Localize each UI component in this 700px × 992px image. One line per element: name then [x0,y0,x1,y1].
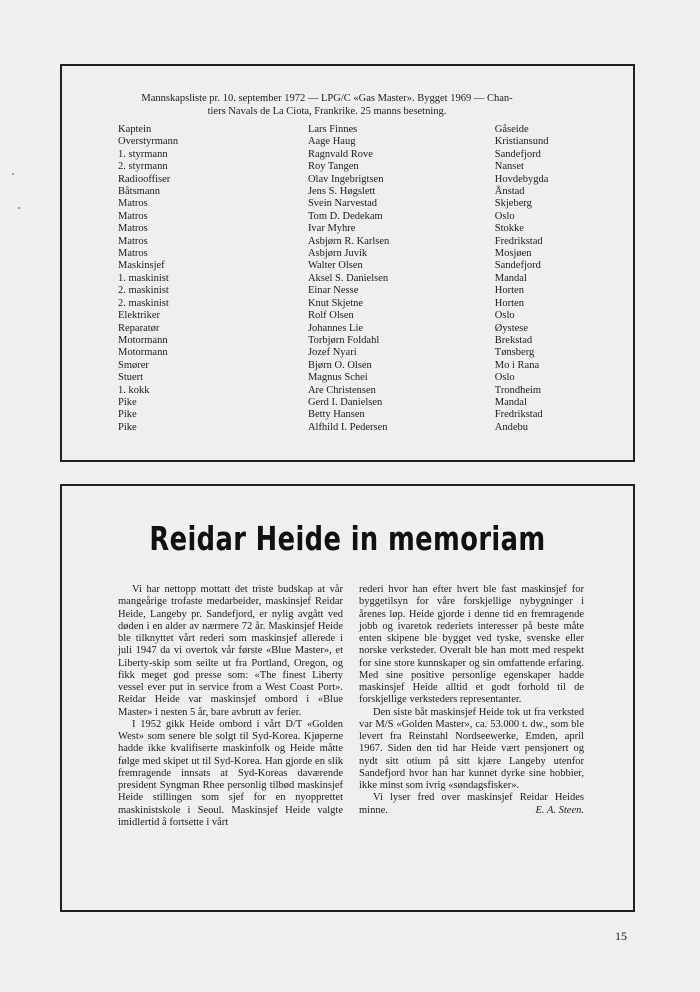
crew-rank: Radiooffiser [118,173,171,185]
crew-hometown: Mandal [494,272,527,284]
crew-row [118,273,618,285]
crew-row [118,397,618,409]
crew-rank: Matros [118,198,148,210]
crew-name: Aage Haug [307,136,356,148]
crew-list-box [60,64,635,462]
crew-rank: Båtsmann [118,186,160,198]
crew-rank: 1. styrmann [118,148,168,160]
crew-name: Ragnvald Rove [307,148,373,160]
crew-row [118,211,618,223]
crew-name: Torbjørn Foldahl [307,334,380,346]
crew-heading-line-2: tiers Navals de La Ciota, Frankrike. 25 manns besetning. [207,105,447,117]
crew-name: Betty Hansen [307,409,365,421]
crew-row [118,335,618,347]
crew-name: Svein Narvestad [307,198,378,210]
crew-row [118,136,618,148]
crew-rank: Matros [118,210,148,222]
crew-rank: Reparatør [118,322,160,334]
crew-name: Lars Finnes [307,124,358,135]
crew-row [118,260,618,272]
memorial-paragraph: Den siste båt maskinsjef Heide tok ut fra verksted var M/S «Golden Master», ca. 53.000 t. dw., som ble levert fra Reinstahl Nordseewerke, Emden, april 1967. Siden den tid har Heide vært pensjonert og nydt sitt otium på sitt kjære Langeby utenfor Sandefjord hvor han har kunnet dyrke sine hobbier, ikke minst som ivrig «søndagsfisker». [359,706,584,791]
crew-name: Einar Nesse [307,285,359,297]
crew-hometown: Mo i Rana [494,359,540,371]
crew-row [118,372,618,384]
crew-name: Are Christensen [307,384,376,396]
crew-name: Bjørn O. Olsen [307,359,372,371]
crew-hometown: Mandal [494,396,527,408]
crew-rank: 1. maskinist [118,272,169,284]
crew-rank: Kaptein [118,124,152,135]
crew-row [118,198,618,210]
crew-hometown: Sandefjord [494,260,541,272]
memorial-right-column [359,584,584,817]
memorial-paragraph: rederi hvor han efter hvert ble fast maskinsjef for byggetilsyn for våre forskjellige nybygninger i årenes løp. Heide gjorde i denne tid en fremragende jobb og ivaretok rederiets interesser på beste måte enten skipene ble bygget ved tyske, svenske eller norske verksteder. Overalt ble han mott med respekt for sine store kunnskaper og sin omfattende erfaring. Med sine positive personlige egenskaper hadde maskinsjef Heide alltid et godt forhold til de forskjellige verksteders representanter. [359,584,584,706]
crew-rank: Maskinsjef [118,260,165,272]
crew-name: Rolf Olsen [307,310,354,322]
crew-row [118,347,618,359]
crew-rank: Stuert [118,372,144,384]
crew-row [118,174,618,186]
memorial-paragraph: Vi har nettopp mottatt det triste budskap at vår mangeårige trofaste medarbeider, maskinsjef Reidar Heide, Langeby pr. Sandefjord, er nylig avgått ved døden i en alder av nærmere 72 år. Maskinsjef Heide ble tilknyttet vårt rederi som maskinsjef allerede i juli 1947 da vi overtok vår første «Blue Master», et Liberty-skip som seilte ut fra Portland, Oregon, og fikk meget god presse som: «The finest Liberty vessel ever put in service from a West Coast Port». Reidar Heide var maskinsjef ombord i «Blue Master» i nesten 5 år, bare avbrutt av ferier. [118,584,343,718]
crew-rank: Motormann [118,334,168,346]
memorial-closing-text: Vi lyser fred over maskinsjef Reidar Heides minne. [359,792,584,816]
crew-hometown: Sandefjord [494,148,541,160]
crew-hometown: Trondheim [494,384,542,396]
crew-rank: 2. styrmann [118,161,168,173]
crew-hometown: Skjeberg [494,198,532,210]
crew-rank: Matros [118,235,148,247]
scan-speck [18,207,20,209]
crew-row [118,310,618,322]
crew-hometown: Ånstad [494,186,525,198]
crew-row [118,149,618,161]
memorial-closing [359,792,584,817]
crew-hometown: Fredrikstad [494,235,543,247]
crew-rank: Matros [118,223,148,235]
crew-rank: 1. kokk [118,384,150,396]
crew-row [118,186,618,198]
crew-list-heading [122,93,532,118]
crew-name: Magnus Schei [307,372,368,384]
crew-row [118,422,618,434]
crew-hometown: Fredrikstad [494,409,543,421]
crew-hometown: Brekstad [494,334,533,346]
crew-hometown: Horten [494,297,524,309]
crew-name: Roy Tangen [307,161,359,173]
crew-rank: Matros [118,248,148,260]
crew-rank: Overstyrmann [118,136,179,148]
crew-row [118,298,618,310]
memorial-box [60,484,635,912]
crew-hometown: Nanset [494,161,524,173]
crew-hometown: Hovdebygda [494,173,549,185]
crew-name: Gerd I. Danielsen [307,396,383,408]
crew-name: Asbjørn R. Karlsen [307,235,390,247]
crew-row [118,236,618,248]
crew-name: Knut Skjetne [307,297,364,309]
crew-hometown: Mosjøen [494,248,532,260]
crew-hometown: Horten [494,285,524,297]
crew-name: Johannes Lie [307,322,364,334]
crew-row [118,124,618,136]
crew-name: Asbjørn Juvik [307,248,368,260]
crew-hometown: Kristiansund [494,136,549,148]
crew-hometown: Oslo [494,372,515,384]
crew-hometown: Andebu [494,421,529,433]
crew-hometown: Øystese [494,322,529,334]
crew-name: Ivar Myhre [307,223,356,235]
crew-hometown: Oslo [494,210,515,222]
crew-row [118,161,618,173]
crew-heading-line-1: Mannskapsliste pr. 10. september 1972 — LPG/C «Gas Master». Bygget 1969 — Chan- [141,93,513,104]
crew-name: Aksel S. Danielsen [307,272,389,284]
crew-rank: Pike [118,421,137,433]
crew-rank: 2. maskinist [118,285,169,297]
crew-name: Jens S. Høgslett [307,186,376,198]
crew-hometown: Oslo [494,310,515,322]
crew-row [118,323,618,335]
crew-row [118,385,618,397]
crew-name: Olav Ingebrigtsen [307,173,384,185]
crew-hometown: Gåseide [494,124,529,135]
crew-name: Alfhild I. Pedersen [307,421,388,433]
crew-row [118,223,618,235]
page-number: 15 [615,929,627,943]
crew-table [118,124,618,434]
crew-name: Jozef Nyari [307,347,357,359]
crew-rank: Elektriker [118,310,160,322]
memorial-left-column [118,584,343,829]
memorial-paragraph: I 1952 gikk Heide ombord i vårt D/T «Golden West» som senere ble solgt til Syd-Korea. Kjøperne hadde ikke kvalifiserte maskinfolk og Heide måtte følge med skipet ut til Syd-Korea. Han gjorde en slik fremragende innsats at Syd-Koreas daværende president Syngman Rhee personlig tilbød maskinsjef Heide stillingen som sjef for en nyopprettet maskinistskole i Seoul. Maskinsjef Heide valgte imidlertid å fortsette i vårt [118,718,343,828]
memorial-title: Reidar Heide in memoriam [149,519,546,558]
crew-row [118,285,618,297]
crew-table-body [118,124,618,434]
crew-name: Walter Olsen [307,260,363,272]
scan-speck [12,173,14,175]
crew-rank: 2. maskinist [118,297,169,309]
crew-row [118,409,618,421]
crew-row [118,248,618,260]
crew-name: Tom D. Dedekam [307,210,383,222]
crew-hometown: Tønsberg [494,347,535,359]
crew-rank: Smører [118,359,149,371]
memorial-signature: E. A. Steen. [535,804,584,816]
crew-rank: Motormann [118,347,168,359]
crew-row [118,360,618,372]
crew-hometown: Stokke [494,223,524,235]
crew-rank: Pike [118,409,137,421]
crew-rank: Pike [118,396,137,408]
